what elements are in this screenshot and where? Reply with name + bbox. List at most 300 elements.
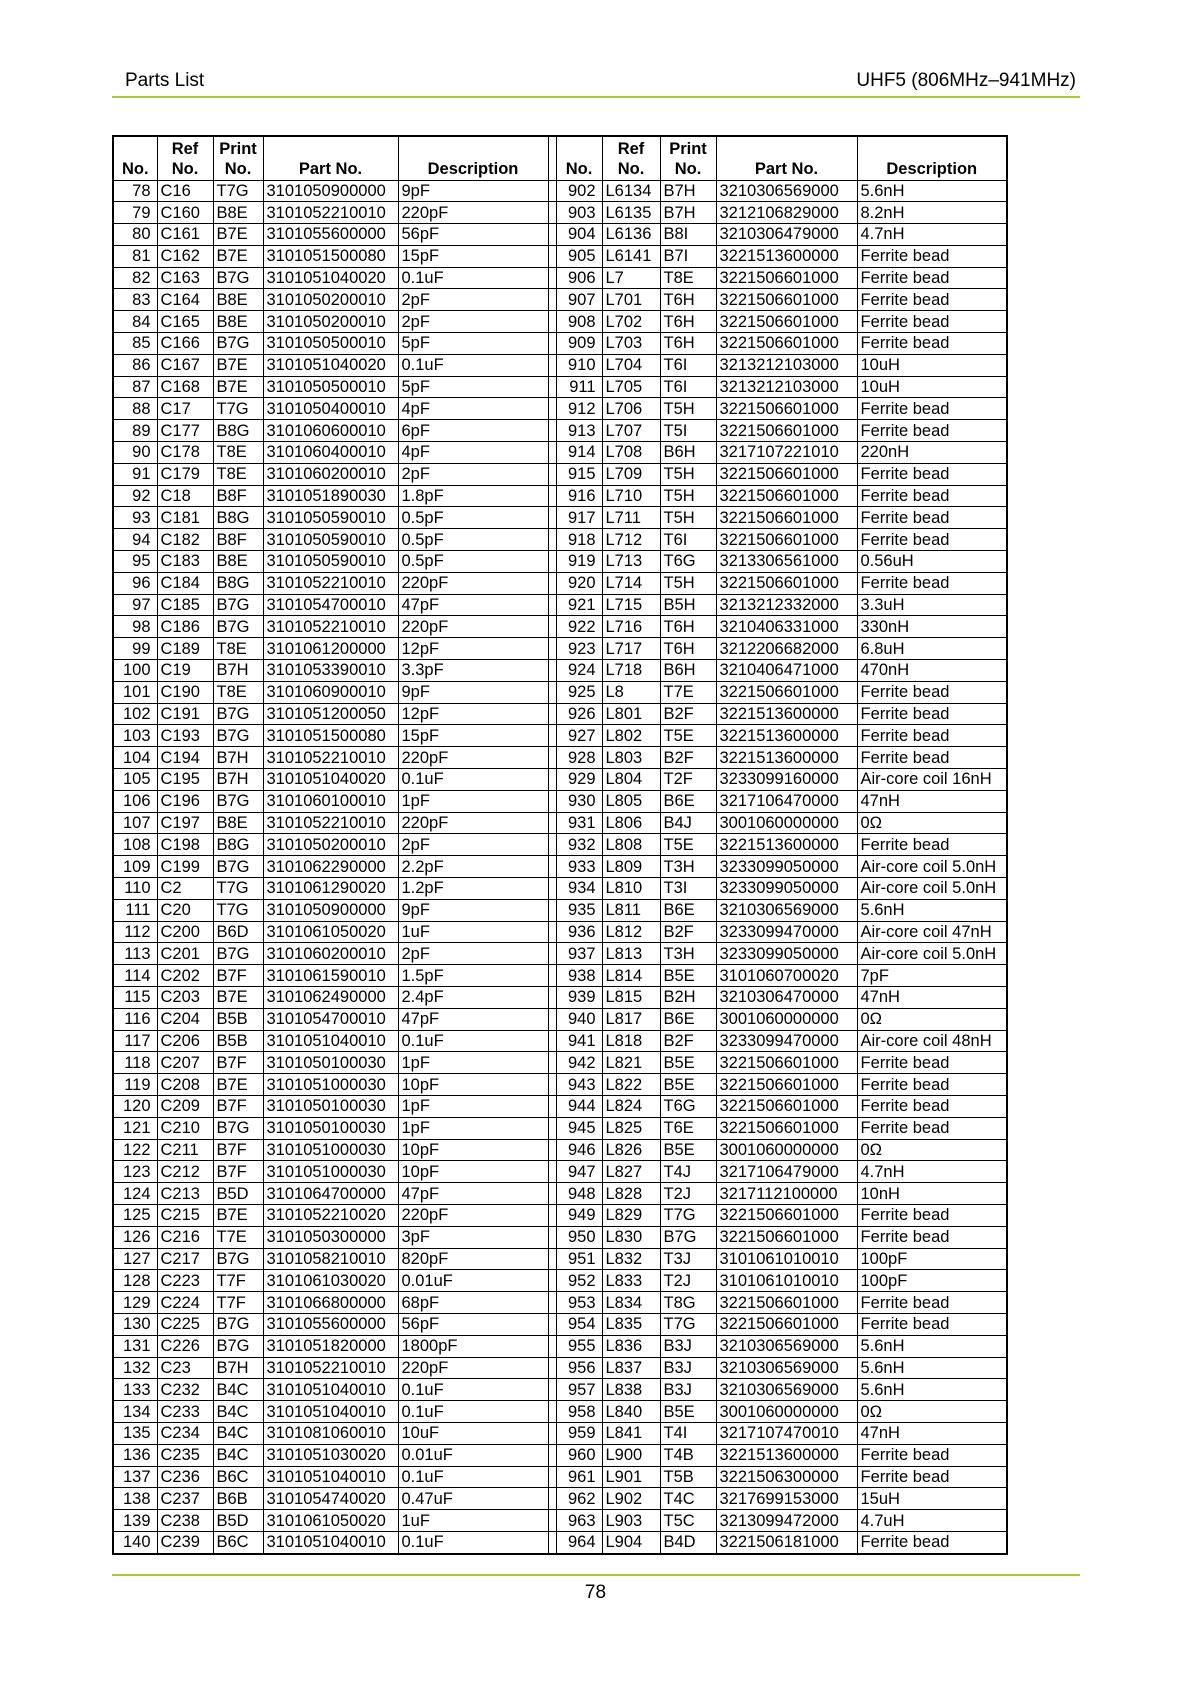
cell-description: 2pF (398, 463, 548, 485)
cell-part-no: 3210306479000 (716, 224, 857, 246)
cell-description: 1pF (398, 1095, 548, 1117)
cell-no: 91 (113, 463, 157, 485)
cell-print: B7G (213, 725, 263, 747)
cell-description: Air-core coil 47nH (857, 921, 1007, 943)
cell-no: 86 (113, 354, 157, 376)
cell-ref: C168 (157, 376, 213, 398)
cell-no: 84 (113, 311, 157, 333)
cell-print: T8E (213, 681, 263, 703)
column-gap (548, 834, 556, 856)
cell-description: Ferrite bead (857, 572, 1007, 594)
column-gap (548, 1008, 556, 1030)
cell-no: 140 (113, 1531, 157, 1553)
cell-description: 5pF (398, 333, 548, 355)
table-row (113, 943, 1007, 965)
cell-part-no: 3101052210010 (263, 747, 398, 769)
cell-part-no: 3210406471000 (716, 660, 857, 682)
table-row (113, 1008, 1007, 1030)
cell-description: 12pF (398, 638, 548, 660)
table-row (113, 856, 1007, 878)
table-row (113, 1183, 1007, 1205)
cell-print: B2F (660, 747, 716, 769)
table-row (113, 899, 1007, 921)
cell-description: Ferrite bead (857, 267, 1007, 289)
cell-ref: L803 (602, 747, 660, 769)
cell-no: 120 (113, 1095, 157, 1117)
cell-ref: C190 (157, 681, 213, 703)
cell-ref: L834 (602, 1292, 660, 1314)
table-row (113, 289, 1007, 311)
cell-description: Ferrite bead (857, 1095, 1007, 1117)
cell-no: 912 (556, 398, 602, 420)
cell-print: B7G (213, 1117, 263, 1139)
cell-description: 1pF (398, 1052, 548, 1074)
column-gap (548, 1357, 556, 1379)
cell-no: 106 (113, 790, 157, 812)
cell-ref: C19 (157, 660, 213, 682)
cell-ref: C193 (157, 725, 213, 747)
cell-part-no: 3221506601000 (716, 1292, 857, 1314)
cell-part-no: 3221513600000 (716, 834, 857, 856)
cell-ref: C235 (157, 1444, 213, 1466)
cell-print: T6I (660, 376, 716, 398)
cell-part-no: 3101061010010 (716, 1270, 857, 1292)
cell-description: 10uH (857, 354, 1007, 376)
table-row (113, 180, 1007, 202)
band-title: UHF5 (806MHz–941MHz) (856, 70, 1076, 91)
cell-print: B7H (213, 660, 263, 682)
column-gap (548, 965, 556, 987)
cell-part-no: 3212206682000 (716, 638, 857, 660)
cell-ref: C238 (157, 1510, 213, 1532)
cell-description: 1.2pF (398, 878, 548, 900)
table-row (113, 1292, 1007, 1314)
cell-ref: C203 (157, 986, 213, 1008)
cell-no: 955 (556, 1335, 602, 1357)
table-row (113, 572, 1007, 594)
cell-print: T8E (213, 638, 263, 660)
cell-part-no: 3101051820000 (263, 1335, 398, 1357)
cell-no: 99 (113, 638, 157, 660)
cell-description: Air-core coil 5.0nH (857, 943, 1007, 965)
cell-ref: L6135 (602, 202, 660, 224)
cell-no: 123 (113, 1161, 157, 1183)
cell-description: 220pF (398, 202, 548, 224)
cell-ref: L810 (602, 878, 660, 900)
cell-print: B5E (660, 1139, 716, 1161)
column-gap (548, 1292, 556, 1314)
cell-ref: L835 (602, 1313, 660, 1335)
table-row (113, 442, 1007, 464)
cell-print: B8F (213, 529, 263, 551)
cell-print: B7G (213, 267, 263, 289)
cell-description: 1.5pF (398, 965, 548, 987)
cell-ref: C167 (157, 354, 213, 376)
cell-part-no: 3101051000030 (263, 1161, 398, 1183)
cell-no: 936 (556, 921, 602, 943)
cell-no: 935 (556, 899, 602, 921)
cell-part-no: 3210306569000 (716, 1379, 857, 1401)
cell-description: 220nH (857, 442, 1007, 464)
cell-ref: L815 (602, 986, 660, 1008)
cell-no: 121 (113, 1117, 157, 1139)
cell-print: T7E (213, 1226, 263, 1248)
table-row (113, 1510, 1007, 1532)
cell-print: B7G (213, 790, 263, 812)
cell-part-no: 3101050500010 (263, 376, 398, 398)
cell-print: T7E (660, 681, 716, 703)
cell-part-no: 3210306470000 (716, 986, 857, 1008)
cell-print: T8E (213, 463, 263, 485)
cell-description: 47nH (857, 790, 1007, 812)
cell-ref: C206 (157, 1030, 213, 1052)
cell-ref: C191 (157, 703, 213, 725)
table-row (113, 354, 1007, 376)
cell-description: 3.3pF (398, 660, 548, 682)
cell-no: 78 (113, 180, 157, 202)
cell-no: 95 (113, 551, 157, 573)
table-row (113, 1357, 1007, 1379)
cell-part-no: 3221506601000 (716, 1052, 857, 1074)
cell-print: T2J (660, 1270, 716, 1292)
cell-no: 949 (556, 1204, 602, 1226)
cell-ref: C181 (157, 507, 213, 529)
column-gap (548, 921, 556, 943)
cell-description: 10uH (857, 376, 1007, 398)
cell-part-no: 3101060600010 (263, 420, 398, 442)
cell-description: 0.1uF (398, 267, 548, 289)
cell-ref: L714 (602, 572, 660, 594)
cell-no: 89 (113, 420, 157, 442)
cell-description: 8.2nH (857, 202, 1007, 224)
cell-print: B7G (213, 333, 263, 355)
cell-print: T2J (660, 1183, 716, 1205)
col-header-ref: Ref No. (157, 136, 213, 180)
cell-description: 3.3uH (857, 594, 1007, 616)
cell-print: B7G (213, 856, 263, 878)
cell-ref: L841 (602, 1422, 660, 1444)
cell-description: Ferrite bead (857, 703, 1007, 725)
cell-description: 0.1uF (398, 1401, 548, 1423)
cell-part-no: 3221506601000 (716, 398, 857, 420)
cell-ref: C217 (157, 1248, 213, 1270)
cell-ref: L825 (602, 1117, 660, 1139)
cell-ref: C234 (157, 1422, 213, 1444)
cell-part-no: 3101051890030 (263, 485, 398, 507)
cell-part-no: 3001060000000 (716, 1139, 857, 1161)
cell-no: 946 (556, 1139, 602, 1161)
column-gap (548, 899, 556, 921)
cell-description: 47pF (398, 1183, 548, 1205)
cell-no: 958 (556, 1401, 602, 1423)
cell-print: T5B (660, 1466, 716, 1488)
table-row (113, 1488, 1007, 1510)
cell-description: 15pF (398, 725, 548, 747)
cell-description: 100pF (857, 1248, 1007, 1270)
cell-part-no: 3221506601000 (716, 1313, 857, 1335)
cell-description: 7pF (857, 965, 1007, 987)
cell-no: 962 (556, 1488, 602, 1510)
cell-description: 47pF (398, 1008, 548, 1030)
cell-part-no: 3101061030020 (263, 1270, 398, 1292)
cell-print: T7F (213, 1292, 263, 1314)
cell-no: 959 (556, 1422, 602, 1444)
cell-ref: L703 (602, 333, 660, 355)
cell-part-no: 3221513600000 (716, 703, 857, 725)
cell-print: T6I (660, 529, 716, 551)
column-gap (548, 1161, 556, 1183)
column-gap (548, 1139, 556, 1161)
cell-print: B5B (213, 1008, 263, 1030)
cell-print: B8E (213, 202, 263, 224)
cell-no: 924 (556, 660, 602, 682)
column-gap (548, 551, 556, 573)
table-row (113, 398, 1007, 420)
cell-part-no: 3101050300000 (263, 1226, 398, 1248)
cell-ref: L813 (602, 943, 660, 965)
column-gap (548, 769, 556, 791)
cell-print: B8G (213, 572, 263, 594)
cell-part-no: 3001060000000 (716, 812, 857, 834)
cell-ref: L837 (602, 1357, 660, 1379)
cell-description: Air-core coil 5.0nH (857, 856, 1007, 878)
cell-description: 220pF (398, 1204, 548, 1226)
column-gap (548, 1226, 556, 1248)
cell-ref: C178 (157, 442, 213, 464)
cell-no: 87 (113, 376, 157, 398)
cell-ref: L812 (602, 921, 660, 943)
cell-print: B7G (660, 1226, 716, 1248)
cell-print: B7G (213, 616, 263, 638)
table-row (113, 1117, 1007, 1139)
column-gap (548, 1531, 556, 1553)
cell-print: B5E (660, 1074, 716, 1096)
cell-no: 920 (556, 572, 602, 594)
cell-part-no: 3101066800000 (263, 1292, 398, 1314)
cell-no: 940 (556, 1008, 602, 1030)
cell-ref: L712 (602, 529, 660, 551)
cell-print: T3I (660, 878, 716, 900)
table-row (113, 1052, 1007, 1074)
col-header-part-2: Part No. (716, 136, 857, 180)
cell-ref: L6141 (602, 245, 660, 267)
table-row (113, 594, 1007, 616)
cell-description: 5.6nH (857, 1335, 1007, 1357)
cell-print: B4D (660, 1531, 716, 1553)
column-gap (548, 616, 556, 638)
cell-part-no: 3221506601000 (716, 420, 857, 442)
cell-description: Ferrite bead (857, 485, 1007, 507)
cell-part-no: 3233099050000 (716, 943, 857, 965)
cell-description: 9pF (398, 899, 548, 921)
cell-print: B7F (213, 1161, 263, 1183)
column-gap (548, 747, 556, 769)
table-row (113, 245, 1007, 267)
cell-print: T7G (213, 398, 263, 420)
cell-description: 220pF (398, 1357, 548, 1379)
cell-no: 933 (556, 856, 602, 878)
cell-ref: L804 (602, 769, 660, 791)
cell-no: 923 (556, 638, 602, 660)
cell-no: 135 (113, 1422, 157, 1444)
cell-ref: C184 (157, 572, 213, 594)
cell-part-no: 3101052210010 (263, 202, 398, 224)
cell-print: B7G (213, 1335, 263, 1357)
cell-part-no: 3101060200010 (263, 943, 398, 965)
cell-part-no: 3221506601000 (716, 311, 857, 333)
table-row (113, 638, 1007, 660)
cell-description: 12pF (398, 703, 548, 725)
cell-ref: C16 (157, 180, 213, 202)
cell-no: 126 (113, 1226, 157, 1248)
cell-description: 68pF (398, 1292, 548, 1314)
cell-part-no: 3101061290020 (263, 878, 398, 900)
cell-description: 1pF (398, 790, 548, 812)
cell-no: 82 (113, 267, 157, 289)
cell-part-no: 3101050590010 (263, 551, 398, 573)
table-row (113, 1226, 1007, 1248)
cell-description: 5.6nH (857, 899, 1007, 921)
cell-no: 118 (113, 1052, 157, 1074)
cell-ref: L715 (602, 594, 660, 616)
cell-part-no: 3101052210020 (263, 1204, 398, 1226)
cell-description: 220pF (398, 572, 548, 594)
cell-no: 921 (556, 594, 602, 616)
column-gap (548, 1335, 556, 1357)
cell-no: 922 (556, 616, 602, 638)
cell-no: 104 (113, 747, 157, 769)
cell-ref: C163 (157, 267, 213, 289)
cell-print: B7H (213, 1357, 263, 1379)
cell-description: 10pF (398, 1161, 548, 1183)
cell-print: B3J (660, 1379, 716, 1401)
cell-no: 904 (556, 224, 602, 246)
cell-part-no: 3101051040010 (263, 1379, 398, 1401)
cell-ref: L7 (602, 267, 660, 289)
cell-ref: C161 (157, 224, 213, 246)
table-row (113, 1422, 1007, 1444)
col-header-print-2: Print No. (660, 136, 716, 180)
cell-no: 932 (556, 834, 602, 856)
cell-print: T3J (660, 1248, 716, 1270)
cell-part-no: 3101051200050 (263, 703, 398, 725)
cell-print: B7G (213, 1248, 263, 1270)
cell-no: 913 (556, 420, 602, 442)
cell-print: B6H (660, 442, 716, 464)
cell-ref: L704 (602, 354, 660, 376)
cell-print: B7F (213, 1139, 263, 1161)
cell-part-no: 3101062490000 (263, 986, 398, 1008)
cell-description: Ferrite bead (857, 398, 1007, 420)
cell-ref: C207 (157, 1052, 213, 1074)
cell-part-no: 3210406331000 (716, 616, 857, 638)
cell-ref: L902 (602, 1488, 660, 1510)
cell-ref: C226 (157, 1335, 213, 1357)
col-header-desc: Description (398, 136, 548, 180)
cell-print: B7E (213, 376, 263, 398)
cell-no: 934 (556, 878, 602, 900)
cell-description: Ferrite bead (857, 1531, 1007, 1553)
cell-print: B4C (213, 1444, 263, 1466)
cell-print: B6E (660, 1008, 716, 1030)
cell-part-no: 3213212332000 (716, 594, 857, 616)
cell-part-no: 3101060900010 (263, 681, 398, 703)
column-gap (548, 856, 556, 878)
cell-no: 927 (556, 725, 602, 747)
cell-description: 0Ω (857, 1008, 1007, 1030)
cell-print: T8G (660, 1292, 716, 1314)
column-gap (548, 136, 556, 180)
cell-part-no: 3217699153000 (716, 1488, 857, 1510)
table-row (113, 747, 1007, 769)
table-row (113, 311, 1007, 333)
table-row (113, 224, 1007, 246)
cell-ref: C182 (157, 529, 213, 551)
column-gap (548, 202, 556, 224)
cell-print: B7G (213, 703, 263, 725)
cell-ref: C201 (157, 943, 213, 965)
table-row (113, 376, 1007, 398)
cell-print: B2F (660, 1030, 716, 1052)
cell-description: 0.5pF (398, 507, 548, 529)
cell-print: T8E (660, 267, 716, 289)
cell-print: B5D (213, 1510, 263, 1532)
cell-no: 119 (113, 1074, 157, 1096)
cell-part-no: 3101053390010 (263, 660, 398, 682)
cell-no: 112 (113, 921, 157, 943)
cell-part-no: 3101050200010 (263, 834, 398, 856)
table-row (113, 202, 1007, 224)
column-gap (548, 485, 556, 507)
cell-ref: L713 (602, 551, 660, 573)
cell-no: 907 (556, 289, 602, 311)
cell-part-no: 3210306569000 (716, 1357, 857, 1379)
cell-print: B3J (660, 1335, 716, 1357)
page-title: Parts List (125, 70, 205, 91)
cell-ref: C225 (157, 1313, 213, 1335)
cell-no: 96 (113, 572, 157, 594)
cell-print: T5H (660, 507, 716, 529)
column-gap (548, 1444, 556, 1466)
cell-ref: C237 (157, 1488, 213, 1510)
column-gap (548, 1248, 556, 1270)
column-gap (548, 245, 556, 267)
cell-part-no: 3101050100030 (263, 1095, 398, 1117)
cell-ref: L701 (602, 289, 660, 311)
cell-no: 107 (113, 812, 157, 834)
cell-ref: C210 (157, 1117, 213, 1139)
cell-description: 1uF (398, 1510, 548, 1532)
cell-no: 122 (113, 1139, 157, 1161)
cell-print: B8I (660, 224, 716, 246)
cell-description: 56pF (398, 1313, 548, 1335)
cell-part-no: 3101051000030 (263, 1139, 398, 1161)
cell-description: 820pF (398, 1248, 548, 1270)
cell-print: B6D (213, 921, 263, 943)
cell-no: 930 (556, 790, 602, 812)
cell-no: 100 (113, 660, 157, 682)
cell-description: 470nH (857, 660, 1007, 682)
cell-no: 957 (556, 1379, 602, 1401)
cell-description: Ferrite bead (857, 1444, 1007, 1466)
cell-print: B7E (213, 1074, 263, 1096)
cell-description: Air-core coil 16nH (857, 769, 1007, 791)
cell-part-no: 3233099470000 (716, 921, 857, 943)
cell-description: 0.1uF (398, 769, 548, 791)
table-row (113, 1074, 1007, 1096)
column-gap (548, 1204, 556, 1226)
cell-no: 952 (556, 1270, 602, 1292)
